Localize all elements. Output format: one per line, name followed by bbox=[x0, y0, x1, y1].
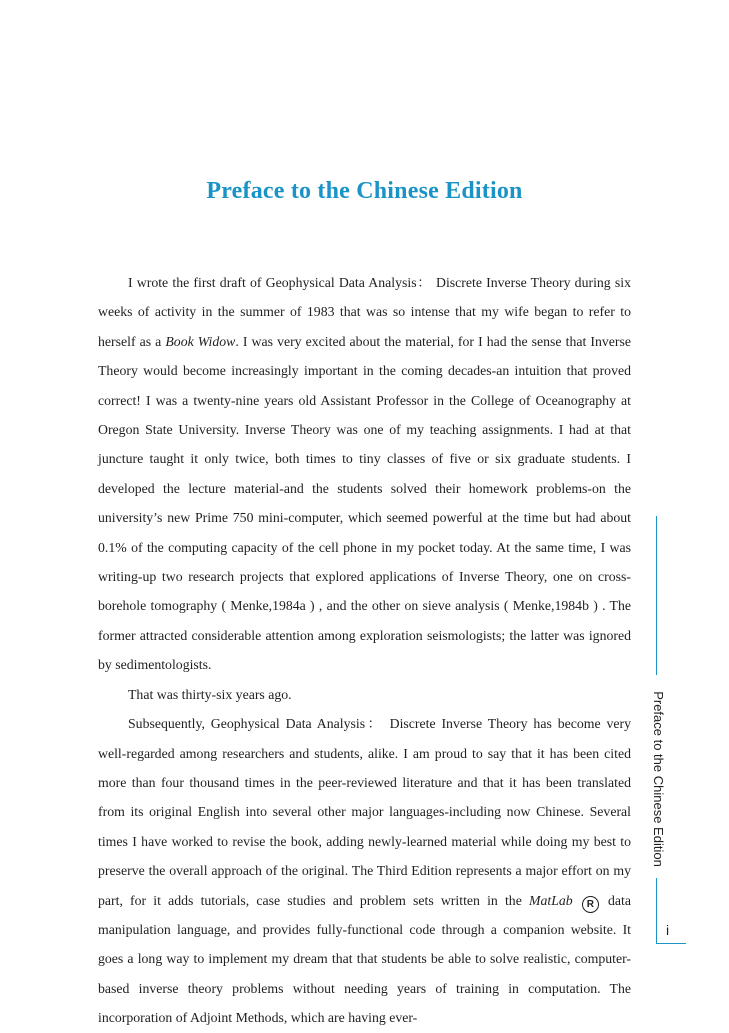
paragraph-1 bbox=[98, 268, 631, 680]
matlab-italic: MatLab bbox=[528, 892, 573, 908]
preface-body bbox=[98, 268, 631, 1033]
paragraph-1-text-b: . I was very excited about the material, for I had the sense that Inverse Theory would become increasingly important in the coming decades-an intuition that proved correct! I was a twenty-nine years old Assistant Professor in the College of Oceanography at Oregon State University. Inverse Theory was one of my teaching assignments. I had at that juncture taught it only twice, both times to tiny classes of five or six graduate students. I developed the lecture material-and the students solved their homework problems-on the university’s new Prime 750 mini-computer, which seemed powerful at the time but had about 0.1% of the computing capacity of the cell phone in my pocket today. At the same time, I was writing-up two research projects that explored applications of Inverse Theory, one on cross-borehole tomography ( Menke,1984a ) , and the other on sieve analysis ( Menke,1984b ) . The former attracted considerable attention among exploration seismologists; the latter was ignored by sedimentologists. bbox=[98, 333, 631, 673]
book-widow-italic: Book Widow bbox=[165, 333, 236, 349]
paragraph-1-text-a: I wrote the first draft of Geophysical Data Analysis： Discrete Inverse Theory during six weeks of activity in the summer of 1983 that was so intense that my wife began to refer to herself as a bbox=[98, 275, 631, 349]
registered-trademark-icon: R bbox=[582, 896, 599, 913]
page-number: i bbox=[666, 922, 670, 938]
paragraph-3-text-b: data manipulation language, and provides fully-functional code through a companion website. It goes a long way to implement my dream that that students be able to solve realistic, computer-based inverse theory problems without needing years of training in computation. The incorporation of Adjoint Methods, which are having ever- bbox=[98, 892, 631, 1026]
running-head-side-label: Preface to the Chinese Edition bbox=[651, 691, 666, 867]
paragraph-3-text-a: Subsequently, Geophysical Data Analysis： Discrete Inverse Theory has become very well-regarded among researchers and students, alike. I am proud to say that it has been cited more than four thousand times in the peer-reviewed literature and that it has been translated from its original English into several other major languages-including now Chinese. Several times I have worked to revise the book, adding newly-learned material while doing my best to preserve the overall approach of the original. The Third Edition represents a major effort on my part, for it adds tutorials, case studies and problem sets written in the bbox=[98, 716, 631, 908]
page-title: Preface to the Chinese Edition bbox=[206, 178, 523, 204]
side-rule-bottom bbox=[656, 878, 657, 944]
paragraph-3 bbox=[98, 709, 631, 1032]
side-rule-bottom-horizontal bbox=[656, 943, 686, 944]
paragraph-2: That was thirty-six years ago. bbox=[128, 686, 292, 702]
